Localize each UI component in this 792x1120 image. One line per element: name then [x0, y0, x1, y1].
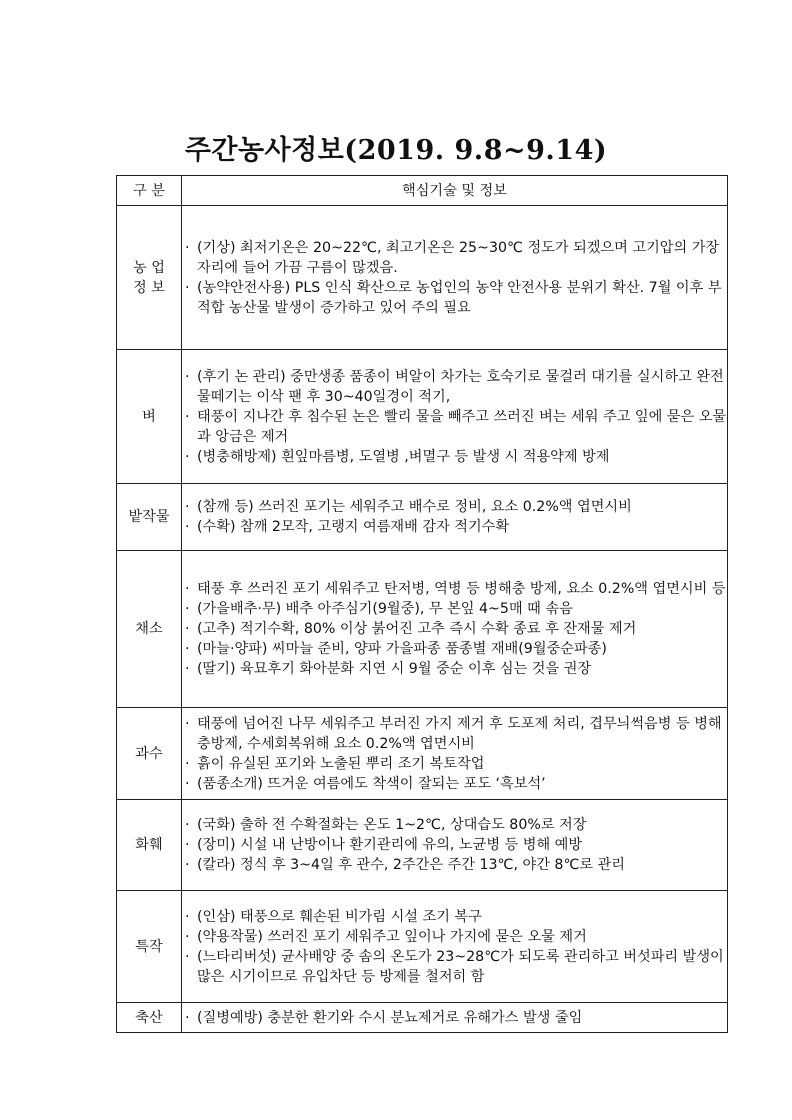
- list-item: · (기상) 최저기온은 20~22℃, 최고기온은 25~30℃ 정도가 되겠으며 고기압의 가장자리에 들어 가끔 구름이 많겠음.: [182, 238, 727, 278]
- content-cell: [182, 800, 728, 891]
- category-label: 농 업: [133, 259, 165, 276]
- list-item: · (장미) 시설 내 난방이나 환기관리에 유의, 노균병 등 병해 예방: [182, 835, 727, 855]
- list-item: · (후기 논 관리) 중만생종 품종이 벼알이 차가는 호숙기로 물걸러 대기를 실시하고 완전 물떼기는 이삭 팬 후 30~40일경이 적기,: [182, 367, 727, 407]
- content-cell: [182, 206, 728, 350]
- table-row: [117, 551, 728, 708]
- header-content: 핵심기술 및 정보: [182, 176, 728, 206]
- category-cell: [117, 206, 182, 350]
- list-item: · (국화) 출하 전 수확절화는 온도 1~2℃, 상대습도 80%로 저장: [182, 815, 727, 835]
- header-category: 구 분: [117, 176, 182, 206]
- list-item: · (가을배추·무) 배추 아주심기(9월중), 무 본잎 4~5매 때 솎음: [182, 599, 727, 619]
- category-label: 벼: [142, 408, 156, 425]
- category-cell: [117, 551, 182, 708]
- table-row: [117, 708, 728, 800]
- list-item: · (고추) 적기수확, 80% 이상 붉어진 고추 즉시 수확 종료 후 잔재물 제거: [182, 619, 727, 639]
- category-cell: [117, 708, 182, 800]
- list-item: · (인삼) 태풍으로 훼손된 비가림 시설 조기 복구: [182, 907, 727, 927]
- list-item: · (농약안전사용) PLS 인식 확산으로 농업인의 농약 안전사용 분위기 확산. 7월 이후 부적합 농산물 발생이 증가하고 있어 주의 필요: [182, 278, 727, 318]
- category-label: 채소: [135, 621, 163, 637]
- table-row: [117, 206, 728, 350]
- content-cell: [182, 484, 728, 551]
- list-item: · (느타리버섯) 균사배양 중 솜의 온도가 23~28℃가 되도록 관리하고 버섯파리 발생이 많은 시기이므로 유입차단 등 방제를 철저히 함: [182, 947, 727, 987]
- list-item: · (칼라) 정식 후 3~4일 후 관수, 2주간은 주간 13℃, 야간 8℃로 관리: [182, 855, 727, 875]
- page-title: 주간농사정보(2019. 9.8~9.14): [184, 135, 608, 166]
- category-label: 과수: [135, 745, 163, 762]
- category-cell: [117, 1003, 182, 1033]
- content-cell: [182, 1003, 728, 1033]
- category-label: 축산: [135, 1009, 163, 1026]
- table-row: [117, 891, 728, 1003]
- content-cell: [182, 350, 728, 484]
- content-cell: [182, 891, 728, 1003]
- category-cell: [117, 891, 182, 1003]
- list-item: · 태풍에 넘어진 나무 세워주고 부러진 가지 제거 후 도포제 처리, 겹무늬썩음병 등 병해충방제, 수세회복위해 요소 0.2%액 엽면시비: [182, 714, 727, 754]
- category-label: 정 보: [133, 279, 165, 296]
- list-item: · (딸기) 육묘후기 화아분화 지연 시 9월 중순 이후 심는 것을 권장: [182, 659, 727, 679]
- list-item: · (마늘·양파) 씨마늘 준비, 양파 가을파종 품종별 재배(9월중순파종): [182, 639, 727, 659]
- list-item: · (약용작물) 쓰러진 포기 세워주고 잎이나 가지에 묻은 오물 제거: [182, 927, 727, 947]
- farming-info-table: [116, 175, 728, 1033]
- category-cell: [117, 800, 182, 891]
- list-item: · (질병예방) 충분한 환기와 수시 분뇨제거로 유해가스 발생 줄임: [182, 1008, 727, 1028]
- content-cell: [182, 708, 728, 800]
- list-item: · 태풍 후 쓰러진 포기 세워주고 탄저병, 역병 등 병해충 방제, 요소 0.2%액 엽면시비 등: [182, 579, 727, 599]
- list-item: · 태풍이 지나간 후 침수된 논은 빨리 물을 빼주고 쓰러진 벼는 세워 주고 잎에 묻은 오물과 앙금은 제거: [182, 407, 727, 447]
- category-label: 화훼: [135, 837, 163, 853]
- category-label: 밭작물: [128, 509, 170, 525]
- category-cell: [117, 484, 182, 551]
- table-header-row: [117, 176, 728, 206]
- category-label: 특작: [135, 938, 163, 955]
- table-row: [117, 350, 728, 484]
- list-item: · (병충해방제) 흰잎마름병, 도열병 ,벼멸구 등 발생 시 적용약제 방제: [182, 447, 727, 467]
- table-row: [117, 1003, 728, 1033]
- category-cell: [117, 350, 182, 484]
- list-item: · (참깨 등) 쓰러진 포기는 세워주고 배수로 정비, 요소 0.2%액 엽면시비: [182, 497, 727, 517]
- list-item: · (수확) 참깨 2모작, 고랭지 여름재배 감자 적기수확: [182, 517, 727, 537]
- content-cell: [182, 551, 728, 708]
- table-row: [117, 800, 728, 891]
- list-item: · 흙이 유실된 포기와 노출된 뿌리 조기 복토작업: [182, 754, 727, 774]
- table-row: [117, 484, 728, 551]
- list-item: · (품종소개) 뜨거운 여름에도 착색이 잘되는 포도 ‘흑보석’: [182, 774, 727, 794]
